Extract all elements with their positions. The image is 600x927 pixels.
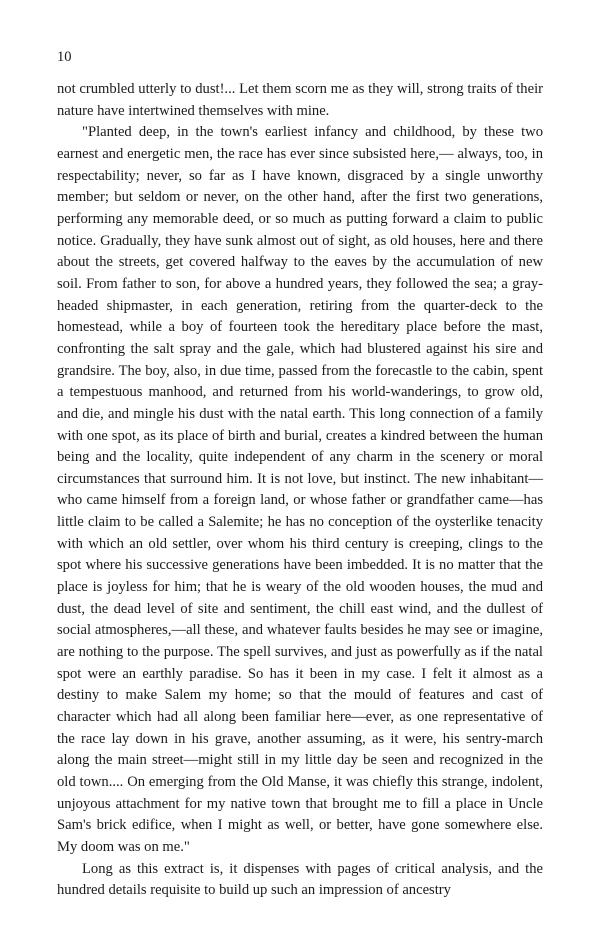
paragraph-continuation: not crumbled utterly to dust!... Let them scorn me as they will, strong traits of their nature have intertwined themselves with mine. [57, 81, 543, 119]
paragraph-commentary: Long as this extract is, it dispenses with pages of critical analysis, and the hundred details requisite to build up such an impression of ancestry [57, 860, 543, 899]
paragraph-quoted-extract: "Planted deep, in the town's earliest infancy and childhood, by these two earnest and energetic men, the race has ever since subsisted here,— always, too, in respectability; never, so far as I have known, disgraced by a single unworthy member; but seldom or never, on the other hand, after the first two generations, performing any memorable deed, or so much as putting forward a claim to public notice. Gradually, they have sunk almost out of sight, as old houses, here and there about the streets, get covered halfway to the eaves by the accumulation of new soil. From father to son, for above a hundred years, they followed the sea; a gray-headed shipmaster, in each generation, retiring from the quarter-deck to the homestead, while a boy of fourteen took the hereditary place before the mast, confronting the salt spray and the gale, which had blustered against his sire and grandsire. The boy, also, in due time, passed from the forecastle to the cabin, spent a tempestuous manhood, and returned from his world-wanderings, to grow old, and die, and mingle his dust with the natal earth. This long connection of a family with one spot, as its place of birth and burial, creates a kindred between the human being and the locality, quite independent of any charm in the scenery or moral circumstances that surround him. It is not love, but instinct. The new inhabitant—who came himself from a foreign land, or whose father or grandfather came—has little claim to be called a Salemite; he has no conception of the oysterlike tenacity with which an old settler, over whom his third century is creeping, clings to the spot where his successive generations have been imbedded. It is no matter that the place is joyless for him; that he is weary of the old wooden houses, the mud and dust, the dead level of site and sentiment, the chill east wind, and the dullest of social atmospheres,—all these, and whatever faults besides he may see or imagine, are nothing to the purpose. The spell survives, and just as powerfully as if the natal spot were an earthly paradise. So has it been in my case. I felt it almost as a destiny to make Salem my home; so that the mould of features and cast of character which had all along been familiar here—ever, as one representative of the race lay down in his grave, another assuming, as it were, his sentry-march along the main street—might still in my little day be seen and recognized in the old town.... On emerging from the Old Manse, it was chiefly this strange, indolent, unjoyous attachment for my native town that brought me to fill a place in Uncle Sam's brick edifice, when I might as well, or better, have gone somewhere else. My doom was on me." [57, 124, 543, 855]
page-number: 10 [57, 49, 72, 65]
body-text [57, 79, 543, 902]
